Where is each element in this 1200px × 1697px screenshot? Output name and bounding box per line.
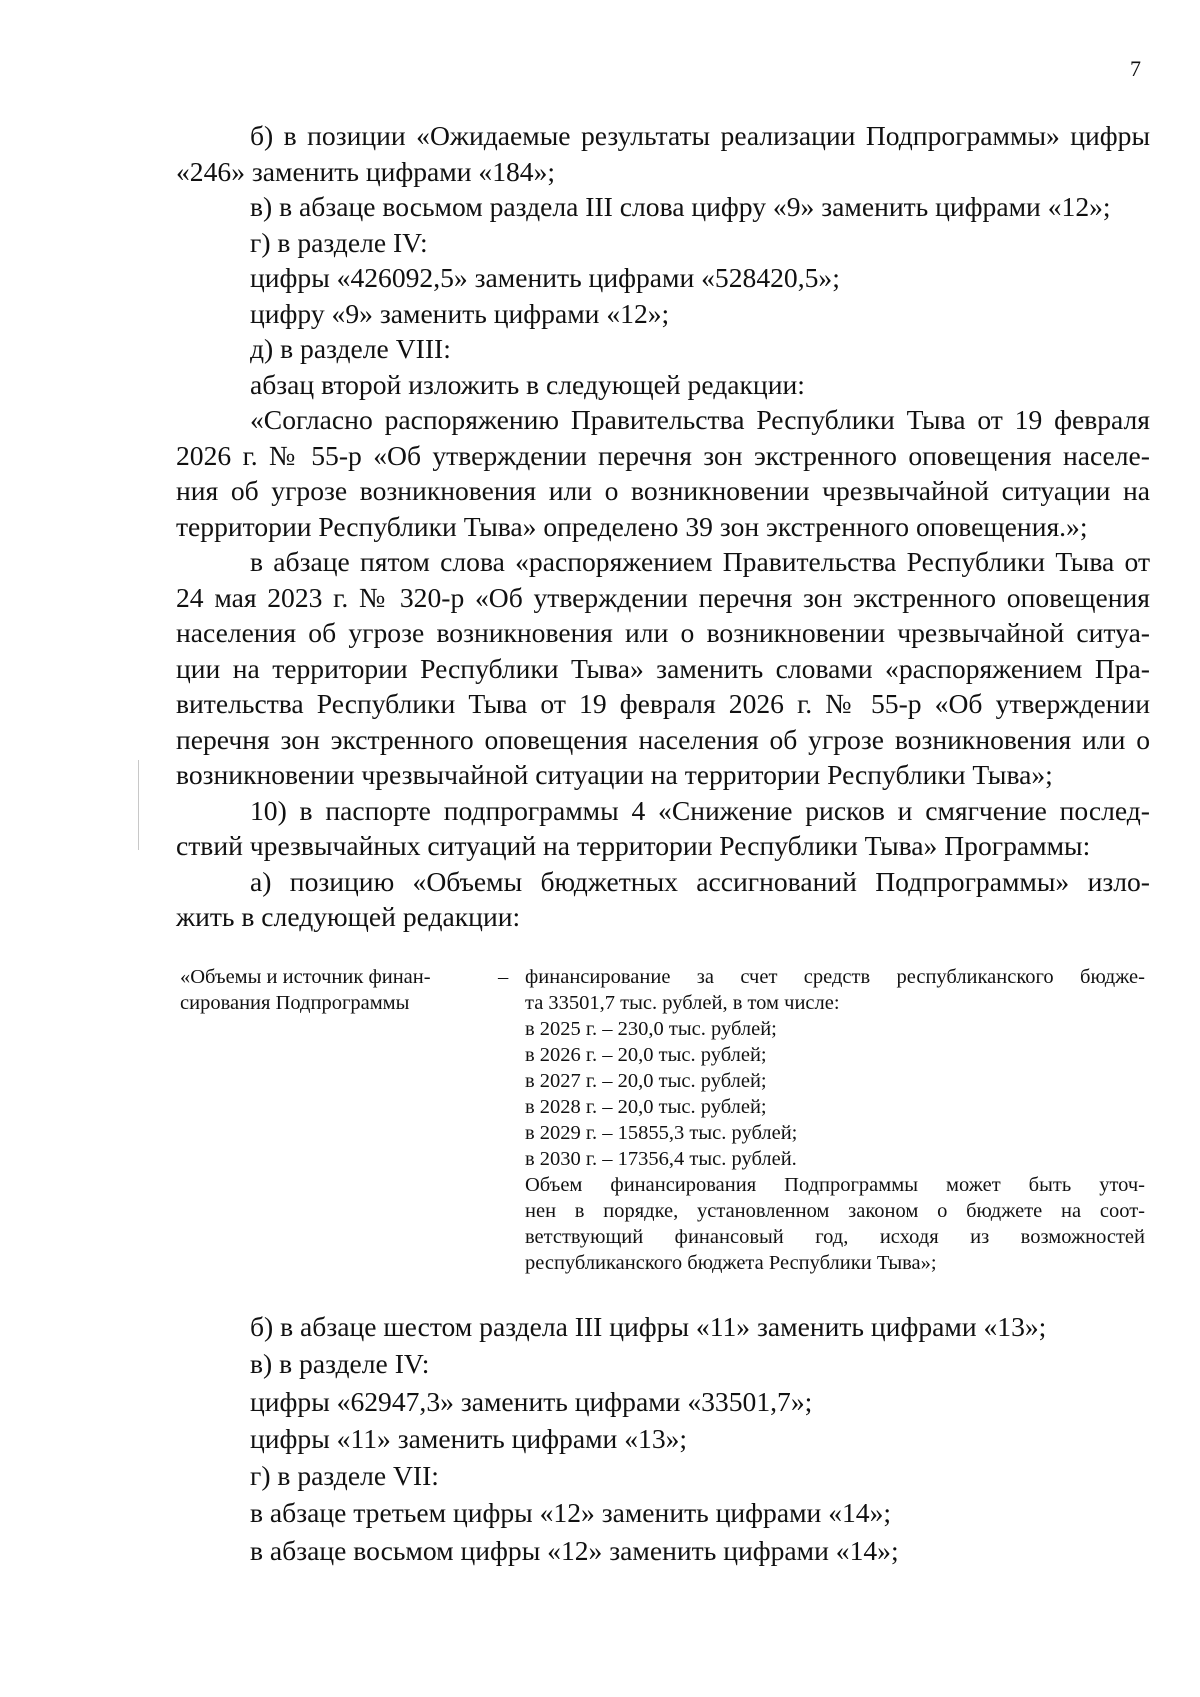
passport-value-line: нен в порядке, установленном законом о бюджете на соот- bbox=[525, 1200, 1145, 1222]
paragraph-line: в абзаце третьем цифры «12» заменить цифрами «14»; bbox=[250, 1497, 892, 1529]
paragraph-line: «246» заменить цифрами «184»; bbox=[176, 155, 556, 187]
paragraph-line: 10) в паспорте подпрограммы 4 «Снижение рисков и смягчение послед- bbox=[250, 794, 1150, 826]
passport-label-line: сирования Подпрограммы bbox=[180, 992, 410, 1014]
passport-value bbox=[525, 964, 1145, 1276]
paragraph-line: 2026 г. № 55-р «Об утверждении перечня зон экстренного оповещения населе- bbox=[176, 439, 1150, 471]
paragraph-line: цифры «426092,5» заменить цифрами «528420,5»; bbox=[250, 262, 840, 293]
passport-value-line: финансирование за счет средств республиканского бюдже- bbox=[525, 966, 1145, 988]
paragraph-line: «Согласно распоряжению Правительства Республики Тыва от 19 февраля bbox=[250, 404, 1150, 435]
paragraph-line: населения об угрозе возникновения или о возникновении чрезвычайной ситуа- bbox=[176, 617, 1150, 648]
passport-value-line: Объем финансирования Подпрограммы может быть уточ- bbox=[525, 1174, 1145, 1196]
paragraph-line: в абзаце восьмом цифры «12» заменить цифрами «14»; bbox=[250, 1534, 899, 1566]
paragraph-line: возникновении чрезвычайной ситуации на территории Республики Тыва»; bbox=[176, 759, 1053, 790]
passport-dash: – bbox=[498, 966, 509, 988]
paragraph-line: цифру «9» заменить цифрами «12»; bbox=[250, 297, 670, 329]
paragraph-line: д) в разделе VIII: bbox=[250, 333, 451, 364]
paragraph-line: цифры «11» заменить цифрами «13»; bbox=[250, 1422, 688, 1454]
paragraph-line: г) в разделе VII: bbox=[250, 1460, 439, 1492]
paragraph-line: цифры «62947,3» заменить цифрами «33501,7»; bbox=[250, 1385, 813, 1417]
passport-label bbox=[180, 964, 470, 1016]
paragraph-line: б) в позиции «Ожидаемые результаты реализации Подпрограммы» цифры bbox=[250, 120, 1150, 151]
passport-value-line: в 2028 г. – 20,0 тыс. рублей; bbox=[525, 1096, 767, 1118]
document-body bbox=[176, 118, 1150, 935]
passport-value-line: в 2027 г. – 20,0 тыс. рублей; bbox=[525, 1070, 767, 1092]
document-body-continued bbox=[176, 1308, 1150, 1569]
page-number: 7 bbox=[1130, 56, 1141, 81]
passport-value-line: в 2025 г. – 230,0 тыс. рублей; bbox=[525, 1018, 777, 1040]
passport-value-line: республиканского бюджета Республики Тыва»; bbox=[525, 1252, 937, 1274]
paragraph-line: вительства Республики Тыва от 19 февраля 2026 г. № 55-р «Об утверждении bbox=[176, 688, 1150, 719]
passport-value-line: та 33501,7 тыс. рублей, в том числе: bbox=[525, 992, 840, 1014]
paragraph-line: в абзаце пятом слова «распоряжением Правительства Республики Тыва от bbox=[250, 546, 1150, 577]
passport-value-line: ветствующий финансовый год, исходя из возможностей bbox=[525, 1226, 1145, 1248]
scan-margin-mark bbox=[138, 760, 139, 850]
passport-value-line: в 2030 г. – 17356,4 тыс. рублей. bbox=[525, 1148, 797, 1170]
paragraph-line: г) в разделе IV: bbox=[250, 226, 428, 258]
paragraph-line: ствий чрезвычайных ситуаций на территории Республики Тыва» Программы: bbox=[176, 830, 1091, 861]
paragraph-line: а) позицию «Объемы бюджетных ассигнований Подпрограммы» изло- bbox=[250, 865, 1150, 897]
paragraph-line: ции на территории Республики Тыва» заменить словами «распоряжением Пра- bbox=[176, 652, 1150, 684]
paragraph-line: абзац второй изложить в следующей редакции: bbox=[250, 368, 805, 400]
paragraph-line: 24 мая 2023 г. № 320-р «Об утверждении перечня зон экстренного оповещения bbox=[176, 581, 1150, 613]
paragraph-line: перечня зон экстренного оповещения населения об угрозе возникновения или о bbox=[176, 723, 1150, 755]
passport-value-line: в 2026 г. – 20,0 тыс. рублей; bbox=[525, 1044, 767, 1066]
paragraph-line: жить в следующей редакции: bbox=[176, 901, 521, 932]
paragraph-line: ния об угрозе возникновения или о возникновении чрезвычайной ситуации на bbox=[176, 475, 1150, 506]
paragraph-line: в) в абзаце восьмом раздела III слова цифру «9» заменить цифрами «12»; bbox=[250, 191, 1111, 222]
paragraph-line: б) в абзаце шестом раздела III цифры «11» заменить цифрами «13»; bbox=[250, 1311, 1047, 1342]
paragraph-line: территории Республики Тыва» определено 39 зон экстренного оповещения.»; bbox=[176, 510, 1088, 542]
passport-value-line: в 2029 г. – 15855,3 тыс. рублей; bbox=[525, 1122, 798, 1144]
passport-label-line: «Объемы и источник финан- bbox=[180, 966, 431, 988]
paragraph-line: в) в разделе IV: bbox=[250, 1348, 430, 1380]
